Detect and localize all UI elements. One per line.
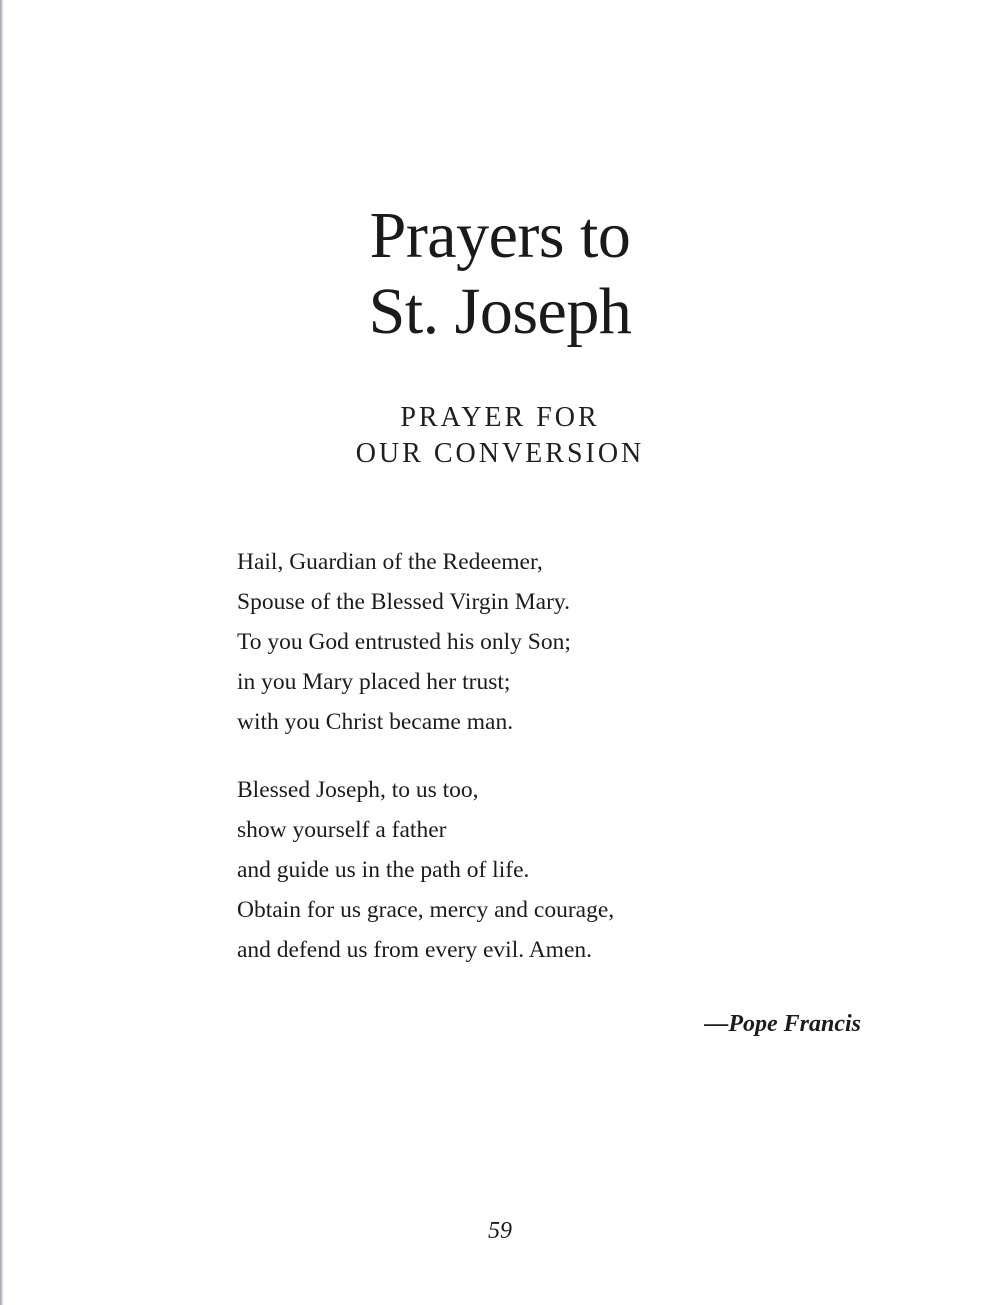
attribution: —Pope Francis — [704, 1011, 861, 1037]
prayer-line: Blessed Joseph, to us too, — [237, 777, 479, 803]
prayer-line: To you God entrusted his only Son; — [237, 629, 571, 655]
page-title — [0, 198, 1000, 350]
page-number: 59 — [488, 1218, 512, 1244]
prayer-stanza-1 — [237, 542, 571, 742]
prayer-heading — [0, 400, 1000, 472]
title-line-2: St. Joseph — [368, 275, 632, 348]
prayer-line: Hail, Guardian of the Redeemer, — [237, 549, 543, 575]
prayer-heading-line-2: OUR CONVERSION — [355, 438, 645, 469]
prayer-line: show yourself a father — [237, 817, 447, 843]
prayer-line: and guide us in the path of life. — [237, 857, 530, 883]
prayer-line: with you Christ became man. — [237, 709, 514, 735]
page-edge — [0, 0, 3, 1305]
prayer-heading-line-1: PRAYER FOR — [400, 402, 600, 433]
prayer-line: Spouse of the Blessed Virgin Mary. — [237, 589, 571, 615]
prayer-stanza-2 — [237, 770, 614, 970]
title-line-1: Prayers to — [369, 199, 631, 272]
prayer-line: Obtain for us grace, mercy and courage, — [237, 897, 615, 923]
prayer-line: in you Mary placed her trust; — [237, 669, 511, 695]
prayer-line: and defend us from every evil. Amen. — [237, 937, 593, 963]
